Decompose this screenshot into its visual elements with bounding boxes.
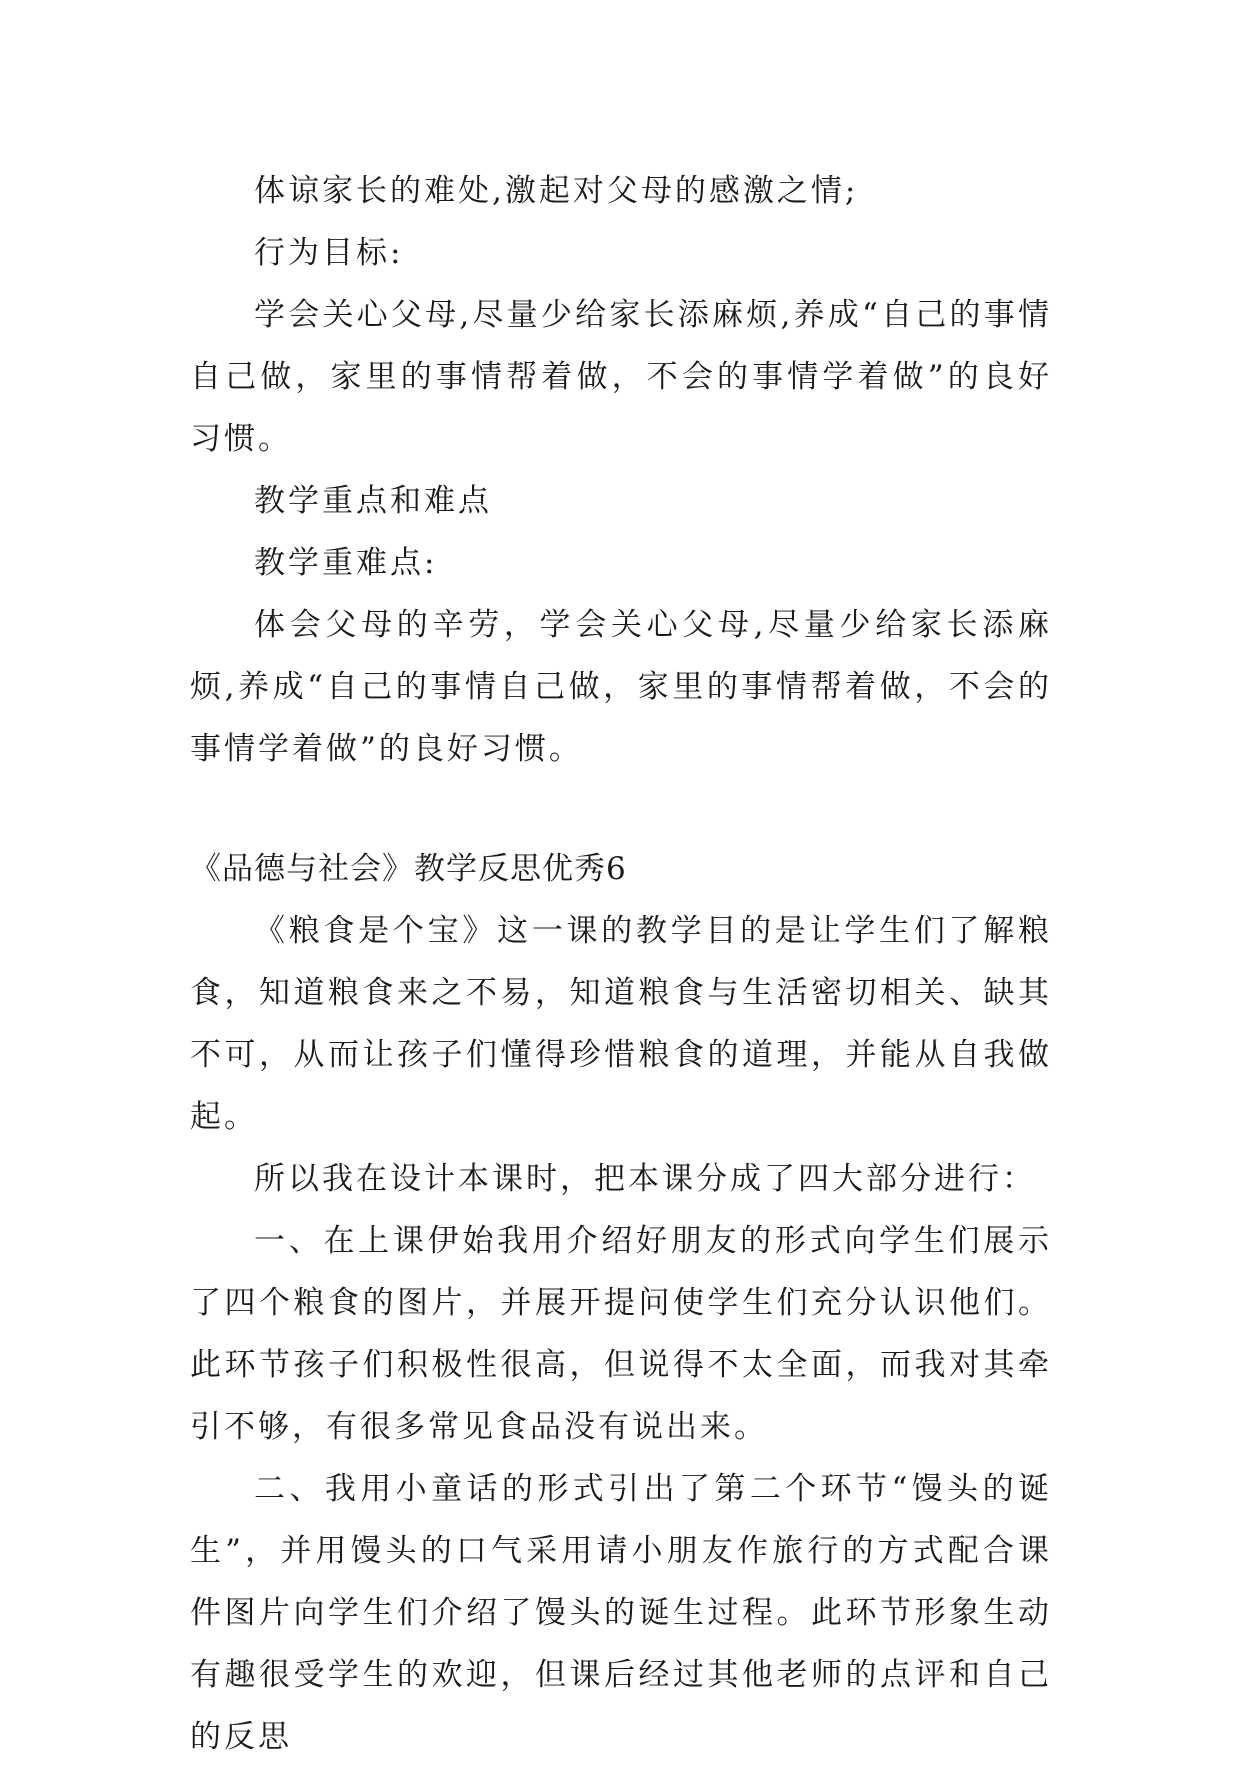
paragraph: 学会关心父母,尽量少给家长添麻烦,养成“自己的事情自己做，家里的事情帮着做，不会的事情学着做”的良好习惯。	[190, 297, 1052, 457]
paragraph: 教学重点和难点	[254, 483, 492, 519]
document-body	[190, 160, 1052, 1768]
paragraph: 所以我在设计本课时，把本课分成了四大部分进行：	[254, 1161, 1036, 1197]
paragraph: 体会父母的辛劳，学会关心父母,尽量少给家长添麻烦,养成“自己的事情自己做，家里的事情帮着做，不会的事情学着做”的良好习惯。	[190, 607, 1052, 767]
paragraph: 《粮食是个宝》这一课的教学目的是让学生们了解粮食，知道粮食来之不易，知道粮食与生活密切相关、缺其不可，从而让孩子们懂得珍惜粮食的道理，并能从自我做起。	[190, 913, 1052, 1135]
paragraph: 体谅家长的难处,激起对父母的感激之情;	[254, 173, 859, 209]
paragraph: 二、我用小童话的形式引出了第二个环节“馒头的诞生”，并用馒头的口气采用请小朋友作旅行的方式配合课件图片向学生们介绍了馒头的诞生过程。此环节形象生动有趣很受学生的欢迎，但课后经过其他老师的点评和自己的反思	[190, 1471, 1052, 1755]
paragraph: 一、在上课伊始我用介绍好朋友的形式向学生们展示了四个粮食的图片，并展开提问使学生们充分认识他们。此环节孩子们积极性很高，但说得不太全面，而我对其牵引不够，有很多常见食品没有说出来。	[190, 1223, 1052, 1445]
section-heading: 《品德与社会》教学反思优秀6	[190, 851, 627, 887]
paragraph: 行为目标:	[254, 235, 404, 271]
paragraph: 教学重难点:	[254, 545, 438, 581]
